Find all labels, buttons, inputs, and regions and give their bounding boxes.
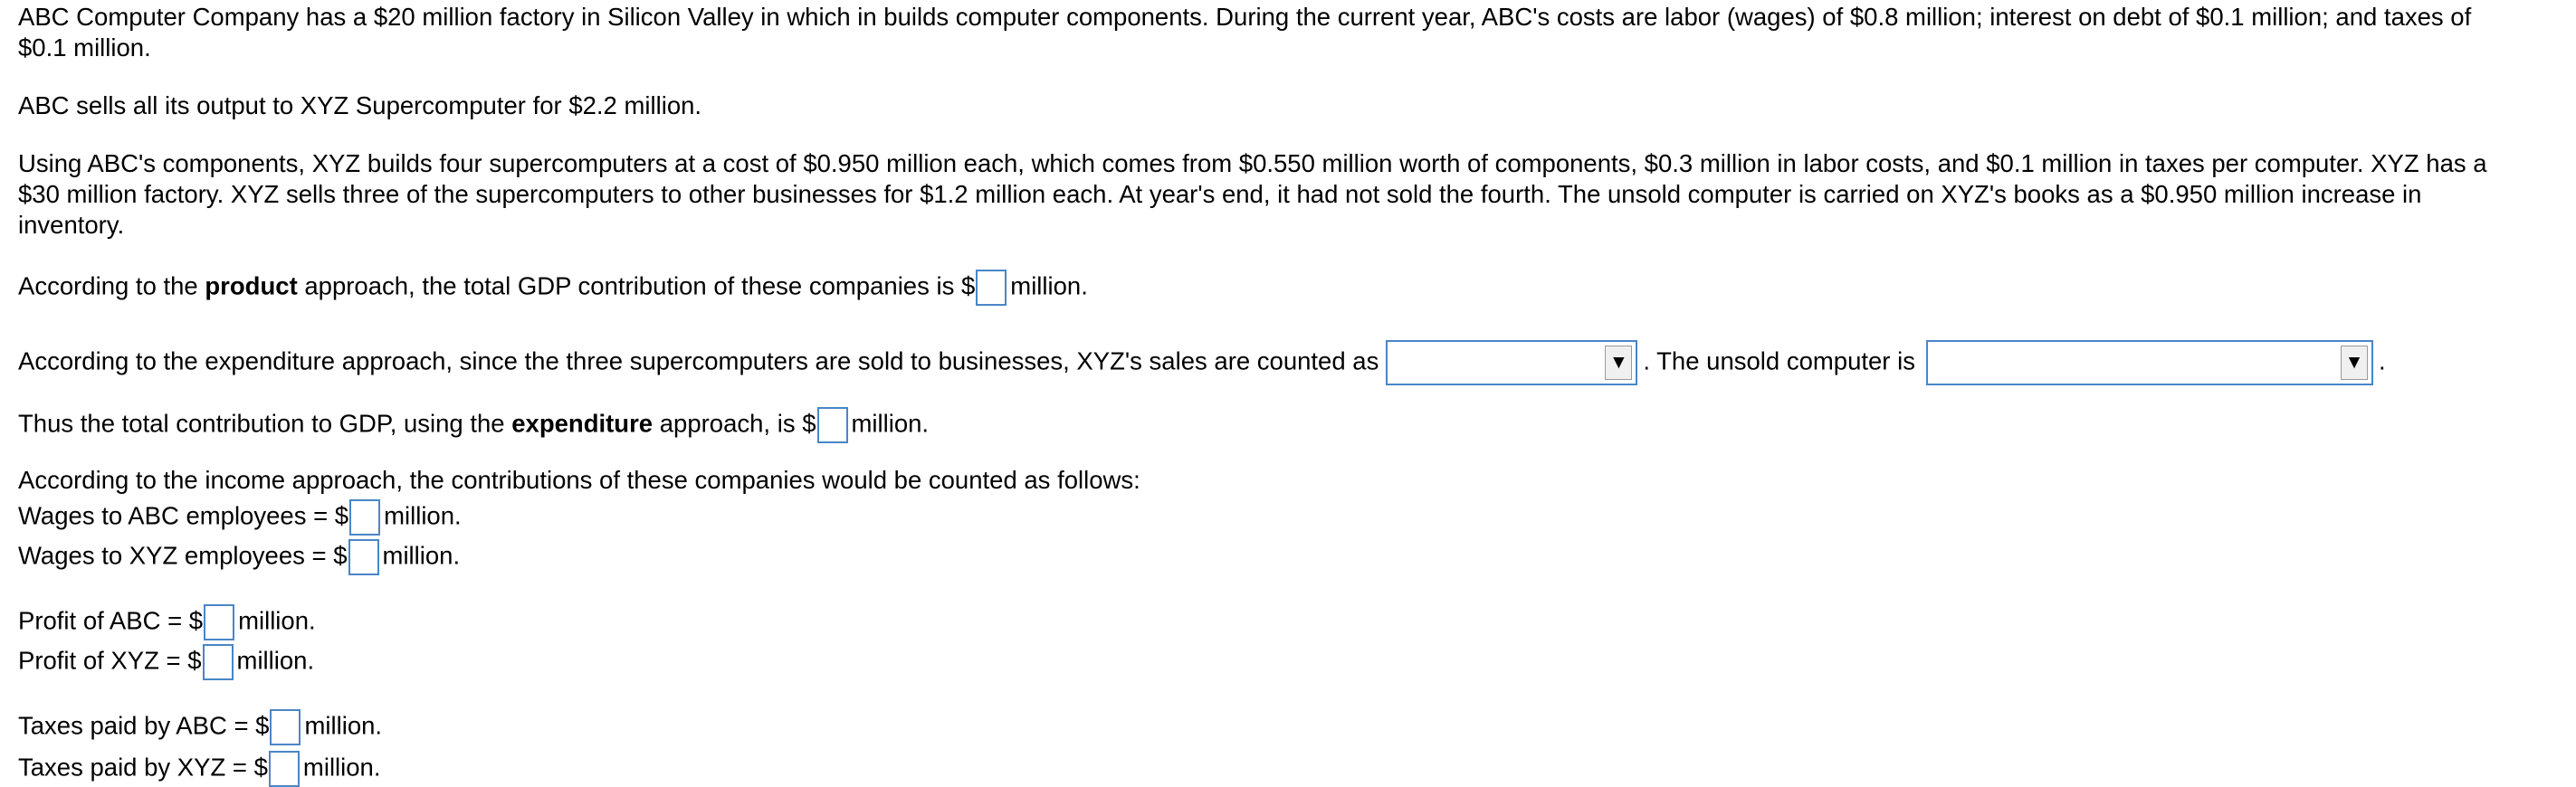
dropdown-arrow-icon[interactable]: ▼ [2341,346,2368,380]
income-item-unit: million. [236,646,315,675]
income-item-unit: million. [238,606,316,635]
product-unit: million. [1010,271,1088,300]
expenditure-total-question [18,407,929,443]
total-bold-word: expenditure [511,409,654,438]
product-approach-question [18,270,1088,306]
abc-taxes-input[interactable] [270,709,301,745]
income-item-unit: million. [304,711,383,740]
product-text-before: According to the [18,271,205,300]
intro-paragraph-3-line-2: $30 million factory. XYZ sells three of the supercomputers to other businesses for $1.2 million each. At year's end, it had not sold the fourth. The unsold computer is carried on XYZ's books as a $0.950 million increase in [18,180,2422,208]
intro-paragraph-1-line-1: ABC Computer Company has a $20 million factory in Silicon Valley in which in builds computer components. During the current year, ABC's costs are labor (wages) of $0.8 million; interest on debt of $0.1 million; and taxes of [18,3,2472,31]
total-text-before: Thus the total contribution to GDP, using the [18,409,512,438]
income-item-abc-wages [18,499,462,536]
product-text-after: approach, the total GDP contribution of these companies is $ [297,271,976,300]
income-item-xyz-taxes [18,751,381,787]
unsold-computer-dropdown[interactable] [1926,340,2373,385]
product-bold-word: product [205,271,298,300]
income-item-label: Taxes paid by ABC = $ [18,711,270,740]
income-item-label: Wages to XYZ employees = $ [18,541,348,570]
income-item-abc-profit [18,604,316,640]
intro-paragraph-3-line-1: Using ABC's components, XYZ builds four supercomputers at a cost of $0.950 million each, which comes from $0.550 million worth of components, $0.3 million in labor costs, and $0.1 million in taxes per computer. XYZ has a [18,149,2487,177]
xyz-taxes-input[interactable] [269,751,300,787]
expenditure-text-2: . The unsold computer is [1643,346,1915,375]
intro-paragraph-3-line-3: inventory. [18,211,125,239]
expenditure-gdp-input[interactable] [817,407,848,443]
intro-paragraph-2: ABC sells all its output to XYZ Supercomputer for $2.2 million. [18,91,702,119]
abc-profit-input[interactable] [204,604,234,640]
dropdown-arrow-icon[interactable]: ▼ [1605,346,1632,380]
xyz-profit-input[interactable] [203,644,234,680]
expenditure-text-3: . [2378,346,2386,375]
sales-counted-as-dropdown[interactable] [1386,340,1637,385]
product-gdp-input[interactable] [976,270,1007,306]
income-item-unit: million. [384,501,462,530]
income-approach-heading: According to the income approach, the contributions of these companies would be counted as follows: [18,466,1140,494]
income-item-label: Taxes paid by XYZ = $ [18,753,268,782]
income-item-abc-taxes [18,709,382,745]
xyz-wages-input[interactable] [348,539,379,575]
income-item-label: Profit of XYZ = $ [18,646,202,675]
income-item-xyz-wages [18,539,460,575]
income-item-label: Profit of ABC = $ [18,606,204,635]
expenditure-text-1: According to the expenditure approach, since the three supercomputers are sold to businesses, XYZ's sales are counted as [18,346,1379,375]
income-item-label: Wages to ABC employees = $ [18,501,349,530]
total-text-after: approach, is $ [653,409,816,438]
income-item-unit: million. [302,753,381,782]
expenditure-approach-question [18,340,2386,385]
income-item-unit: million. [382,541,461,570]
intro-paragraph-1-line-2: $0.1 million. [18,33,151,62]
abc-wages-input[interactable] [349,499,380,536]
income-item-xyz-profit [18,644,314,680]
total-unit: million. [851,409,930,438]
